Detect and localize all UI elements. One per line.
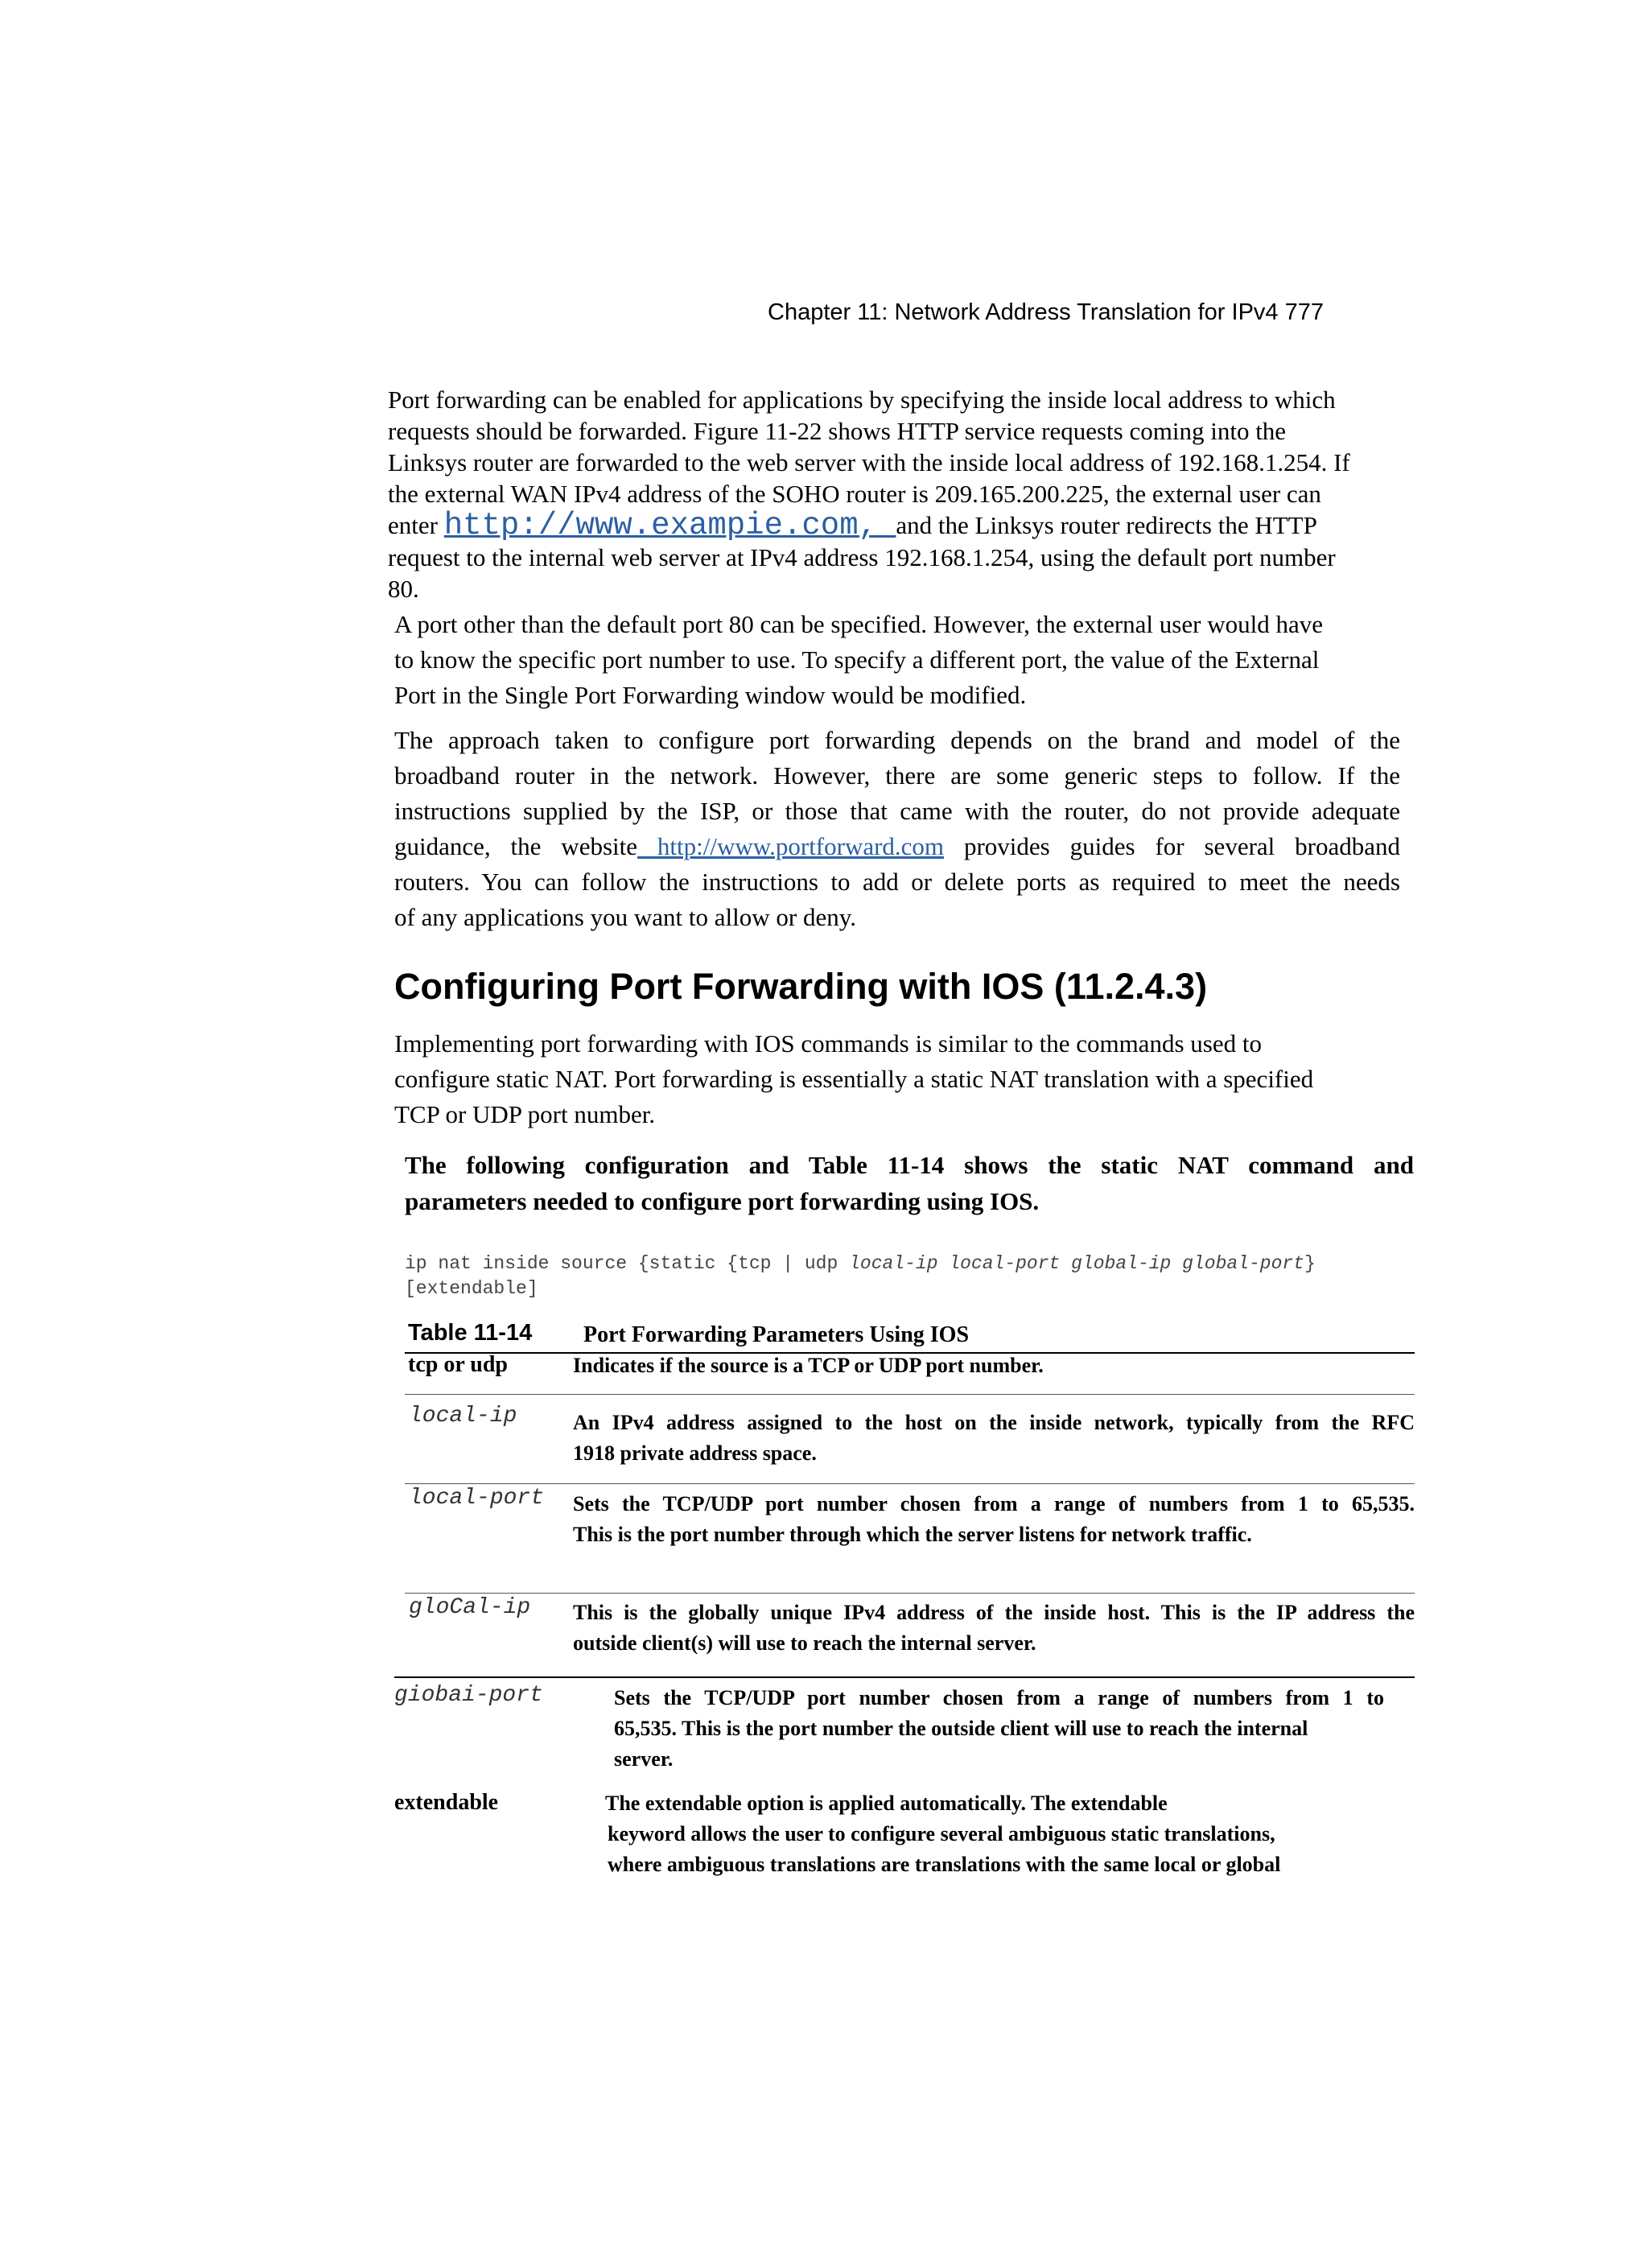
text-line: A port other than the default port 80 can be specified. However, the external user would have <box>394 610 1323 638</box>
text-line: 80. <box>388 575 419 603</box>
text-line: Linksys router are forwarded to the web server with the inside local address of 192.168.1.254. If <box>388 448 1350 476</box>
text-line: the external WAN IPv4 address of the SOHO router is 209.165.200.225, the external user can <box>388 480 1321 508</box>
table-term: local-port <box>409 1486 545 1511</box>
text-line: configure static NAT. Port forwarding is essentially a static NAT translation with a specified <box>394 1065 1314 1093</box>
paragraph-other-port <box>394 607 1416 713</box>
desc-line: server. <box>614 1747 674 1771</box>
table-term: extendable <box>394 1790 499 1815</box>
paragraph-approach <box>394 723 1400 935</box>
running-head: Chapter 11: Network Address Translation for IPv4 777 <box>768 299 1324 325</box>
text-line: TCP or UDP port number. <box>394 1100 656 1128</box>
desc-line: where ambiguous translations are translations with the same local or global <box>608 1853 1281 1876</box>
desc-line: 1918 private address space. <box>573 1441 817 1465</box>
text-fragment: and the Linksys router redirects the HTTP <box>896 511 1317 539</box>
portforward-link[interactable]: http://www.portforward.com <box>637 832 945 860</box>
table-term: tcp or udp <box>408 1352 508 1377</box>
text-line: routers. You can follow the instructions to add or delete ports as required to meet the needs <box>394 868 1400 896</box>
paragraph-ios-intro <box>394 1026 1416 1132</box>
table-term: giobai-port <box>394 1683 543 1708</box>
desc-line: An IPv4 address assigned to the host on the inside network, typically from the RFC <box>573 1411 1415 1434</box>
text-fragment: enter <box>388 511 444 539</box>
table-desc <box>573 1350 1044 1381</box>
table-desc <box>573 1489 1415 1550</box>
command-line: [extendable] <box>405 1278 538 1299</box>
text-line: The approach taken to configure port forwarding depends on the brand and model of the <box>394 726 1400 754</box>
desc-line: This is the globally unique IPv4 address of the inside host. This is the IP address the <box>573 1601 1415 1624</box>
table-row-rule <box>405 1394 1415 1395</box>
table-row-rule <box>394 1676 1415 1678</box>
text-line: of any applications you want to allow or deny. <box>394 903 856 931</box>
section-heading: Configuring Port Forwarding with IOS (11.2.4.3) <box>394 966 1208 1007</box>
desc-line: keyword allows the user to configure several ambiguous static translations, <box>608 1822 1275 1845</box>
text-line: Implementing port forwarding with IOS commands is similar to the commands used to <box>394 1029 1262 1058</box>
command-syntax <box>405 1252 1316 1301</box>
table-desc <box>614 1683 1384 1775</box>
example-url-link[interactable]: http://www.exampie.com, <box>443 508 896 543</box>
table-term: local-ip <box>409 1404 517 1429</box>
table-desc <box>573 1408 1415 1469</box>
table-row-rule <box>405 1593 1415 1594</box>
desc-line: This is the port number through which the server listens for network traffic. <box>573 1523 1252 1546</box>
table-row-rule <box>405 1483 1415 1484</box>
command-line <box>405 1252 1316 1276</box>
desc-line: 65,535. This is the port number the outside client will use to reach the internal <box>614 1717 1308 1740</box>
table-desc <box>605 1788 1280 1880</box>
desc-line: Sets the TCP/UDP port number chosen from a range of numbers from 1 to 65,535. <box>573 1492 1415 1515</box>
text-line: The following configuration and Table 11-14 shows the static NAT command and <box>405 1151 1414 1179</box>
table-label: Table 11-14 <box>408 1320 533 1346</box>
text-line: Port in the Single Port Forwarding window would be modified. <box>394 681 1027 709</box>
text-line: Port forwarding can be enabled for applications by specifying the inside local address to which <box>388 386 1336 414</box>
text-fragment: provides guides for several broadband <box>944 832 1401 860</box>
text-line: broadband router in the network. However, there are some generic steps to follow. If the <box>394 761 1400 790</box>
paragraph-config-intro <box>405 1147 1414 1219</box>
text-line: request to the internal web server at IPv4 address 192.168.1.254, using the default port number <box>388 543 1336 571</box>
table-caption: Port Forwarding Parameters Using IOS <box>583 1322 970 1347</box>
desc-line: outside client(s) will use to reach the internal server. <box>573 1631 1036 1655</box>
command-suffix: } <box>1304 1253 1316 1274</box>
text-line: parameters needed to configure port forwarding using IOS. <box>405 1187 1040 1215</box>
table-term: gloCal-ip <box>409 1595 531 1620</box>
text-line <box>388 509 1418 542</box>
text-line <box>394 829 1400 864</box>
command-prefix: ip nat inside source {static {tcp | udp <box>405 1253 850 1274</box>
desc-line: Sets the TCP/UDP port number chosen from a range of numbers from 1 to <box>614 1686 1384 1709</box>
desc-line: Indicates if the source is a TCP or UDP port number. <box>573 1354 1044 1377</box>
table-desc <box>573 1598 1415 1659</box>
text-line: instructions supplied by the ISP, or those that came with the router, do not provide adequate <box>394 797 1400 825</box>
desc-line: The extendable option is applied automatically. The extendable <box>605 1792 1168 1815</box>
text-line: to know the specific port number to use. To specify a different port, the value of the External <box>394 645 1320 674</box>
text-fragment: guidance, the website <box>394 832 638 860</box>
command-args: local-ip local-port global-ip global-port <box>849 1253 1304 1274</box>
text-line: requests should be forwarded. Figure 11-22 shows HTTP service requests coming into the <box>388 417 1287 445</box>
paragraph-port-forwarding-intro <box>388 384 1418 604</box>
